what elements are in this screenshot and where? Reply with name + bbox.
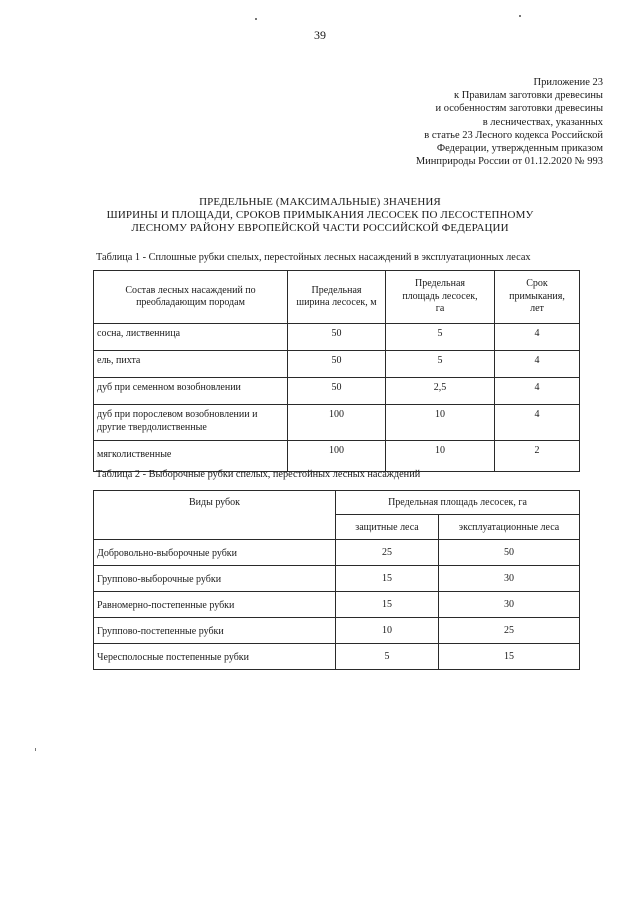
column-header: Состав лесных насаждений по преобладающим породам (94, 271, 288, 324)
table-cell: 50 (439, 540, 580, 566)
scan-speck (519, 15, 521, 17)
clear-cut-table (93, 270, 580, 472)
appendix-line: к Правилам заготовки древесины (454, 90, 603, 102)
table-cell: Группово-постепенные рубки (94, 618, 336, 644)
table-row (94, 566, 580, 592)
appendix-line: Федерации, утвержденным приказом (436, 143, 603, 155)
column-header: Срок примыкания, лет (495, 271, 580, 324)
table-cell: 10 (386, 405, 495, 441)
table-cell: 100 (288, 441, 386, 472)
table-cell: 5 (336, 644, 439, 670)
table-cell: 4 (495, 405, 580, 441)
table-row (94, 378, 580, 405)
table-cell: 15 (336, 592, 439, 618)
table-cell: Группово-выборочные рубки (94, 566, 336, 592)
table-row (94, 644, 580, 670)
table-cell: 10 (336, 618, 439, 644)
table-cell: 2,5 (386, 378, 495, 405)
table-cell: 30 (439, 592, 580, 618)
table-row (94, 324, 580, 351)
title-line: ЛЕСНОМУ РАЙОНУ ЕВРОПЕЙСКОЙ ЧАСТИ РОССИЙСКОЙ ФЕДЕРАЦИИ (131, 221, 509, 234)
table-cell: 2 (495, 441, 580, 472)
appendix-line: в статье 23 Лесного кодекса Российской (424, 129, 603, 141)
table-cell: ель, пихта (94, 351, 288, 378)
page-number: 39 (314, 28, 326, 42)
document-title (0, 196, 640, 234)
table-cell: Добровольно-выборочные рубки (94, 540, 336, 566)
table-cell: 15 (439, 644, 580, 670)
table-cell: 5 (386, 324, 495, 351)
table-cell: 4 (495, 378, 580, 405)
column-header: Предельная ширина лесосек, м (288, 271, 386, 324)
appendix-note (416, 76, 603, 168)
appendix-line: Приложение 23 (533, 77, 603, 88)
scan-speck (35, 748, 36, 751)
table-cell: 4 (495, 351, 580, 378)
table-cell: мягколиственные (94, 441, 288, 472)
scan-speck (255, 18, 257, 20)
column-subheader: защитные леса (336, 515, 439, 540)
table-row (94, 540, 580, 566)
column-header: Предельная площадь лесосек, га (336, 491, 580, 515)
column-header: Предельная площадь лесосек, га (386, 271, 495, 324)
table-cell: 50 (288, 351, 386, 378)
table-cell: 25 (336, 540, 439, 566)
table-header-row (94, 271, 580, 324)
table-cell: 15 (336, 566, 439, 592)
appendix-line: и особенностям заготовки древесины (435, 103, 603, 115)
table-cell: Чересполосные постепенные рубки (94, 644, 336, 670)
table-cell: дуб при семенном возобновлении (94, 378, 288, 405)
column-subheader: эксплуатационные леса (439, 515, 580, 540)
table-cell: 100 (288, 405, 386, 441)
table-row (94, 441, 580, 472)
table-cell: 30 (439, 566, 580, 592)
table-cell: 50 (288, 378, 386, 405)
selective-cut-table (93, 490, 580, 670)
table-cell: 25 (439, 618, 580, 644)
table-cell: дуб при порослевом возобновлении и другие твердолиственные (94, 405, 288, 441)
appendix-line: в лесничествах, указанных (482, 116, 603, 128)
appendix-line: Минприроды России от 01.12.2020 № 993 (415, 156, 603, 168)
table-cell: Равномерно-постепенные рубки (94, 592, 336, 618)
table-1-caption: Таблица 1 - Сплошные рубки спелых, перестойных лесных насаждений в эксплуатационных лесах (96, 252, 531, 263)
table-2-caption: Таблица 2 - Выборочные рубки спелых, перестойных лесных насаждений (96, 469, 421, 480)
table-row (94, 351, 580, 378)
title-line: ШИРИНЫ И ПЛОЩАДИ, СРОКОВ ПРИМЫКАНИЯ ЛЕСОСЕК ПО ЛЕСОСТЕПНОМУ (106, 208, 534, 221)
table-row (94, 592, 580, 618)
table-cell: сосна, лиственница (94, 324, 288, 351)
table-cell: 10 (386, 441, 495, 472)
table-row (94, 405, 580, 441)
table-cell: 5 (386, 351, 495, 378)
table-cell: 4 (495, 324, 580, 351)
table-row (94, 618, 580, 644)
table-header-row (94, 491, 580, 515)
table-cell: 50 (288, 324, 386, 351)
title-line: ПРЕДЕЛЬНЫЕ (МАКСИМАЛЬНЫЕ) ЗНАЧЕНИЯ (199, 196, 441, 208)
column-header: Виды рубок (94, 491, 336, 540)
